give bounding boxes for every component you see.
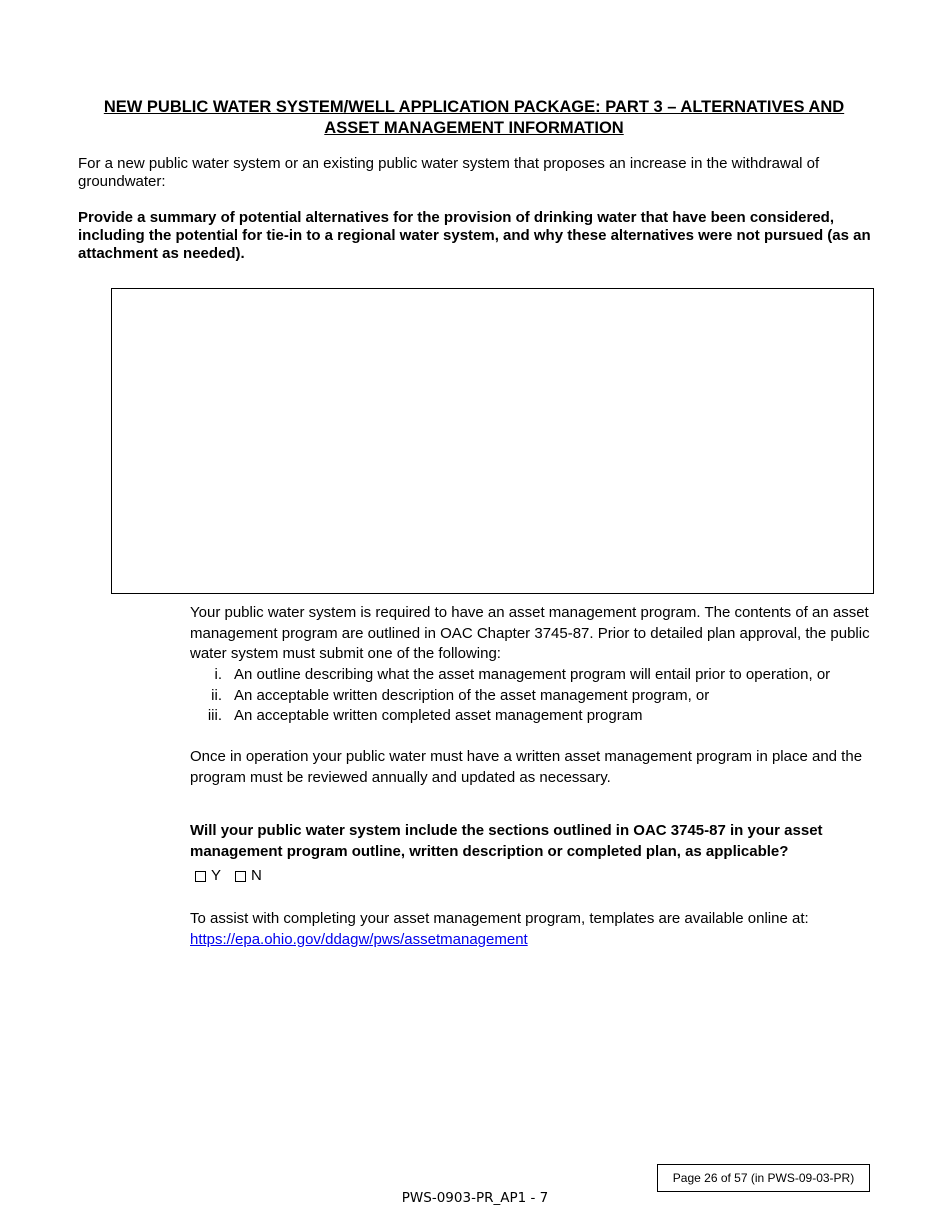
- yes-option[interactable]: [195, 866, 221, 886]
- list-item-text: An acceptable written description of the asset management program, or: [234, 686, 710, 704]
- list-item: [190, 665, 880, 686]
- assist-text: To assist with completing your asset management program, templates are available online at:: [190, 910, 809, 927]
- list-item-number: i.: [214, 666, 222, 683]
- no-checkbox[interactable]: [235, 871, 246, 882]
- list-item-number: iii.: [207, 707, 222, 724]
- operation-note: Once in operation your public water must have a written asset management program in place and the program must be reviewed annually and updated as necessary.: [190, 748, 863, 786]
- assist-paragraph: [190, 909, 880, 950]
- list-item-text: An acceptable written completed asset management program: [234, 707, 643, 724]
- yes-no-choices: [195, 866, 276, 886]
- asset-management-link[interactable]: https://epa.ohio.gov/ddagw/pws/assetmanagement: [190, 930, 528, 948]
- no-label: N: [251, 867, 262, 884]
- submission-options-list: [190, 665, 880, 727]
- yes-checkbox[interactable]: [195, 871, 206, 882]
- alternatives-answer-box[interactable]: [111, 288, 874, 594]
- yes-label: Y: [211, 867, 222, 884]
- list-item: [190, 706, 880, 727]
- list-item-text: An outline describing what the asset management program will entail prior to operation, or: [234, 666, 831, 683]
- form-id-footer: PWS-0903-PR_AP1 - 7: [401, 1190, 549, 1206]
- page-title: NEW PUBLIC WATER SYSTEM/WELL APPLICATION PACKAGE: PART 3 – ALTERNATIVES AND ASSET MANAGEMENT INFORMATION: [103, 98, 845, 137]
- list-item-number: ii.: [211, 686, 222, 704]
- oac-sections-question: Will your public water system include the sections outlined in OAC 3745-87 in your asset management program outline, written description or completed plan, as applicable?: [190, 822, 823, 860]
- alternatives-prompt: Provide a summary of potential alternatives for the provision of drinking water that have been considered, including the potential for tie-in to a regional water system, and why these alternatives were not pursued (as an attachment as needed).: [78, 209, 871, 262]
- intro-text: For a new public water system or an existing public water system that proposes an increase in the withdrawal of groundwater:: [78, 155, 820, 190]
- page-number-box: Page 26 of 57 (in PWS-09-03-PR): [657, 1164, 870, 1192]
- list-item: [190, 686, 880, 707]
- no-option[interactable]: [235, 866, 262, 886]
- asset-management-requirement: Your public water system is required to have an asset management program. The contents of an asset management program are outlined in OAC Chapter 3745-87. Prior to detailed plan approval, the public water system must submit one of the following:: [190, 604, 870, 662]
